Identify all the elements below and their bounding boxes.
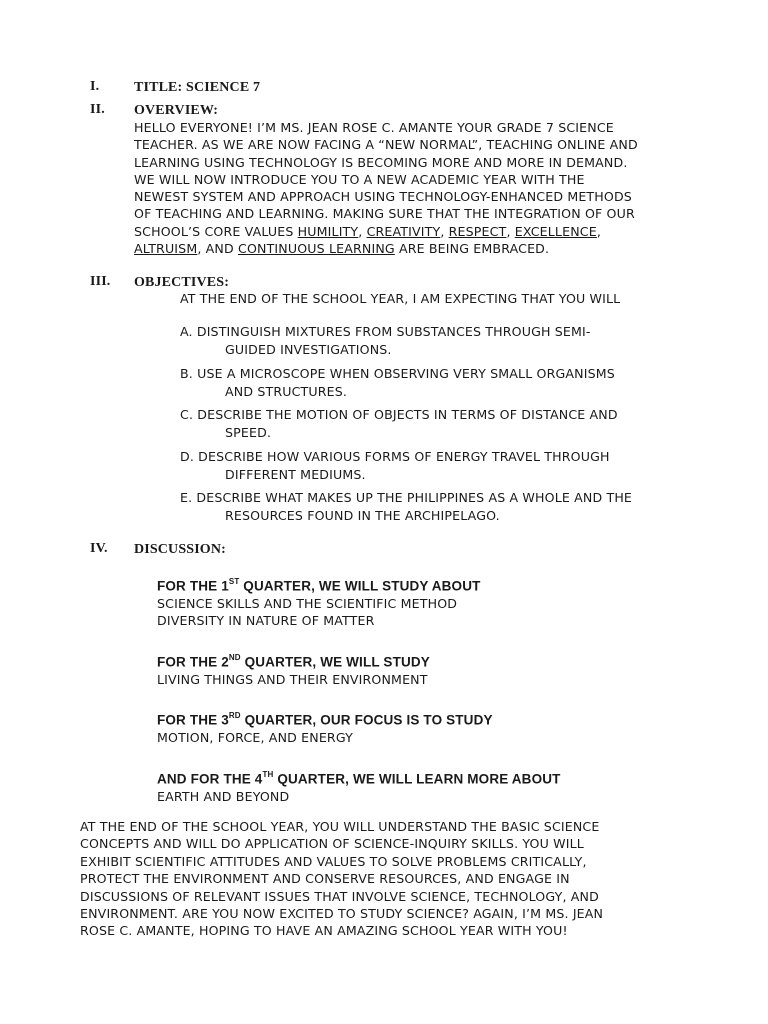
objective-text: D. DESCRIBE HOW VARIOUS FORMS OF ENERGY TRAVEL THROUGH — [180, 449, 610, 464]
page-title: TITLE: SCIENCE 7 — [134, 80, 261, 95]
core-value-humility: HUMILITY — [297, 223, 359, 239]
quarter-heading-text: FOR THE 1 — [157, 578, 229, 594]
quarter-heading-text: QUARTER, WE WILL STUDY ABOUT — [239, 578, 481, 594]
quarter-heading-text: AND FOR THE 4 — [157, 771, 263, 787]
text-line: ENVIRONMENT. ARE YOU NOW EXCITED TO STUDY SCIENCE? AGAIN, I’M MS. JEAN — [80, 906, 604, 922]
text-line: WE WILL NOW INTRODUCE YOU TO A NEW ACADEMIC YEAR WITH THE — [134, 171, 585, 187]
quarter-block-2 — [157, 650, 677, 688]
objective-item-a — [180, 323, 680, 358]
text-line: LEARNING USING TECHNOLOGY IS BECOMING MORE AND MORE IN DEMAND. — [134, 154, 628, 170]
overview-text — [134, 119, 694, 257]
objective-text: C. DESCRIBE THE MOTION OF OBJECTS IN TERMS OF DISTANCE AND — [180, 407, 618, 422]
text-fragment: ARE BEING EMBRACED. — [394, 241, 550, 257]
text-fragment: , AND — [197, 241, 238, 257]
text-line: PROTECT THE ENVIRONMENT AND CONSERVE RESOURCES, AND ENGAGE IN — [80, 871, 570, 887]
text-line: DISCUSSIONS OF RELEVANT ISSUES THAT INVOLVE SCIENCE, TECHNOLOGY, AND — [80, 888, 599, 904]
ordinal-suffix: TH — [262, 770, 274, 779]
text-fragment: , — [596, 223, 601, 239]
objective-text: B. USE A MICROSCOPE WHEN OBSERVING VERY SMALL ORGANISMS — [180, 366, 615, 381]
text-fragment: , — [506, 223, 515, 239]
text-line: EXHIBIT SCIENTIFIC ATTITUDES AND VALUES TO SOLVE PROBLEMS CRITICALLY, — [80, 853, 587, 869]
objective-text: A. DISTINGUISH MIXTURES FROM SUBSTANCES THROUGH SEMI- — [180, 324, 591, 339]
quarter-topic: DIVERSITY IN NATURE OF MATTER — [157, 613, 375, 628]
objective-text-cont: DIFFERENT MEDIUMS. — [225, 466, 366, 482]
quarter-heading — [157, 650, 677, 671]
text-line: NEWEST SYSTEM AND APPROACH USING TECHNOLOGY-ENHANCED METHODS — [134, 189, 632, 205]
core-value-creativity: CREATIVITY — [366, 223, 441, 239]
text-line: OF TEACHING AND LEARNING. MAKING SURE THAT THE INTEGRATION OF OUR — [134, 206, 635, 222]
core-value-excellence: EXCELLENCE — [514, 223, 597, 239]
section-number: II. — [90, 102, 105, 117]
quarter-heading — [157, 708, 677, 729]
core-value-continuous-learning: CONTINUOUS LEARNING — [238, 241, 395, 257]
section-number: I. — [90, 79, 100, 94]
text-line — [134, 223, 694, 240]
quarter-block-3 — [157, 708, 677, 746]
core-value-altruism: ALTRUISM — [134, 241, 198, 257]
objective-item-e — [180, 489, 680, 524]
closing-paragraph — [80, 818, 690, 940]
quarter-heading-text: FOR THE 2 — [157, 654, 229, 670]
text-line — [134, 240, 694, 257]
section-heading: OVERVIEW: — [134, 103, 219, 118]
ordinal-suffix: RD — [228, 711, 241, 720]
quarter-heading — [157, 574, 677, 595]
objective-text: E. DESCRIBE WHAT MAKES UP THE PHILIPPINES AS A WHOLE AND THE — [180, 490, 633, 505]
objective-text-cont: GUIDED INVESTIGATIONS. — [225, 341, 392, 357]
section-heading: DISCUSSION: — [134, 542, 226, 557]
text-line: HELLO EVERYONE! I’M MS. JEAN ROSE C. AMANTE YOUR GRADE 7 SCIENCE — [134, 120, 614, 135]
text-line: CONCEPTS AND WILL DO APPLICATION OF SCIENCE-INQUIRY SKILLS. YOU WILL — [80, 836, 584, 852]
text-line: AT THE END OF THE SCHOOL YEAR, YOU WILL UNDERSTAND THE BASIC SCIENCE — [80, 819, 600, 834]
quarter-topic: SCIENCE SKILLS AND THE SCIENTIFIC METHOD — [157, 595, 458, 611]
core-value-respect: RESPECT — [448, 223, 507, 239]
quarter-block-1 — [157, 574, 677, 630]
quarter-heading-text: QUARTER, WE WILL LEARN MORE ABOUT — [273, 771, 561, 787]
quarter-topic: MOTION, FORCE, AND ENERGY — [157, 729, 353, 745]
text-line: TEACHER. AS WE ARE NOW FACING A “NEW NORMAL”, TEACHING ONLINE AND — [134, 137, 638, 153]
objective-text-cont: RESOURCES FOUND IN THE ARCHIPELAGO. — [225, 507, 500, 523]
section-heading: OBJECTIVES: — [134, 275, 230, 290]
quarter-heading-text: QUARTER, OUR FOCUS IS TO STUDY — [240, 712, 493, 728]
quarter-heading — [157, 767, 677, 788]
quarter-topic: LIVING THINGS AND THEIR ENVIRONMENT — [157, 671, 428, 687]
ordinal-suffix: ST — [228, 577, 240, 586]
text-fragment: , — [358, 223, 367, 239]
quarter-topic: EARTH AND BEYOND — [157, 788, 290, 804]
quarter-heading-text: FOR THE 3 — [157, 712, 229, 728]
text-fragment: , — [440, 223, 449, 239]
text-fragment: SCHOOL’S CORE VALUES — [134, 223, 298, 239]
objective-item-b — [180, 365, 680, 400]
section-number: IV. — [90, 541, 108, 556]
quarter-heading-text: QUARTER, WE WILL STUDY — [240, 654, 430, 670]
objective-item-c — [180, 406, 680, 441]
text-line: ROSE C. AMANTE, HOPING TO HAVE AN AMAZING SCHOOL YEAR WITH YOU! — [80, 923, 568, 939]
objective-text-cont: SPEED. — [225, 424, 272, 440]
objective-item-d — [180, 448, 680, 483]
overview-body — [134, 102, 694, 257]
section-number: III. — [90, 274, 111, 289]
objective-text-cont: AND STRUCTURES. — [225, 383, 348, 399]
objectives-intro: AT THE END OF THE SCHOOL YEAR, I AM EXPECTING THAT YOU WILL — [180, 291, 621, 306]
ordinal-suffix: ND — [228, 653, 241, 662]
quarter-block-4 — [157, 767, 677, 805]
